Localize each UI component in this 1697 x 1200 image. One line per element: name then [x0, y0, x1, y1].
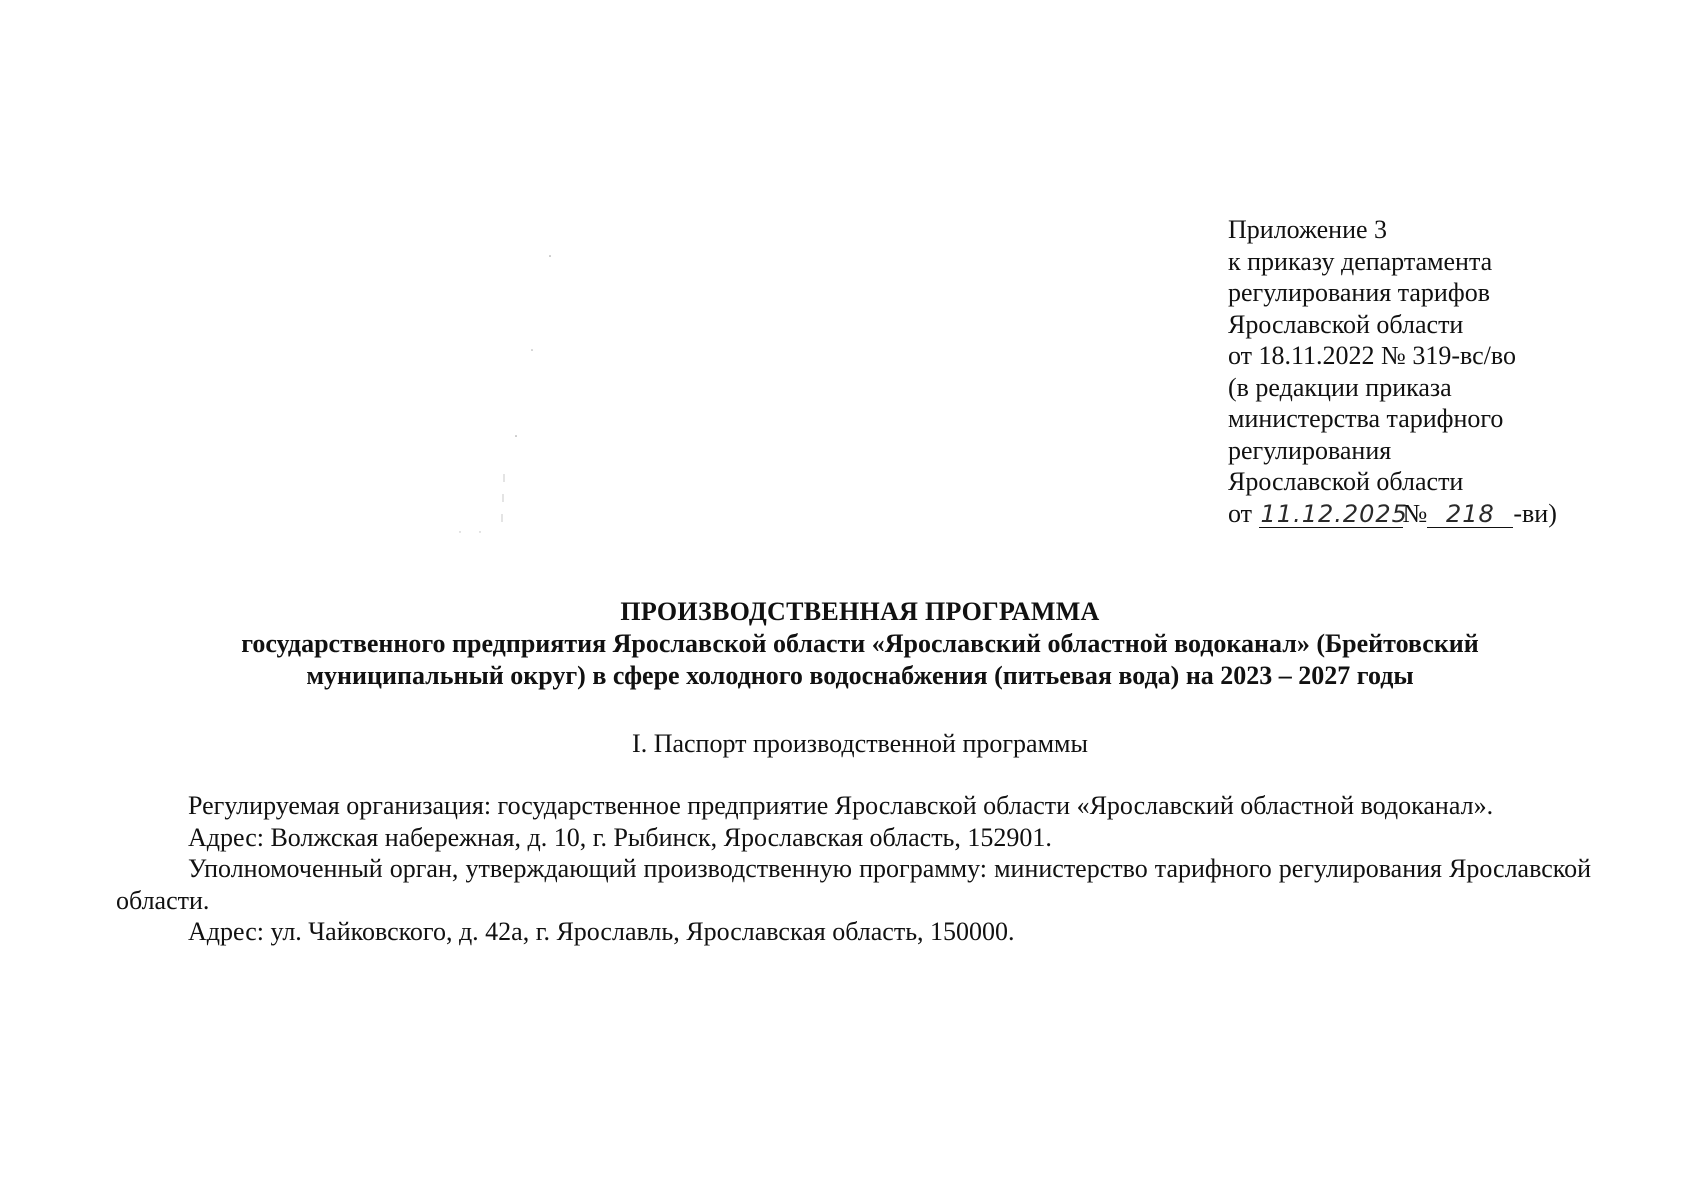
number-suffix: -ви)	[1513, 498, 1557, 528]
passport-body	[116, 790, 1591, 948]
appendix-line: министерства тарифного	[1228, 404, 1504, 433]
scan-artifact	[440, 250, 560, 540]
date-prefix: от	[1228, 498, 1253, 528]
paragraph-authority-address: Адрес: ул. Чайковского, д. 42а, г. Ярославль, Ярославская область, 150000.	[188, 917, 1015, 946]
title-subtitle-line-2: муниципальный округ) в сфере холодного водоснабжения (питьевая вода) на 2023 – 2027 годы	[306, 661, 1414, 690]
appendix-line: от 18.11.2022 № 319-вс/во	[1228, 341, 1517, 370]
appendix-line: (в редакции приказа	[1228, 372, 1452, 402]
paragraph-org-address: Адрес: Волжская набережная, д. 10, г. Рыбинск, Ярославская область, 152901.	[188, 822, 1052, 852]
appendix-line: Ярославской области	[1228, 309, 1464, 339]
appendix-signature-line	[1228, 498, 1557, 530]
paragraph-authority: Уполномоченный орган, утверждающий производственную программу: министерство тарифного регулирования Ярославской области.	[116, 854, 1591, 915]
title-subtitle-line-1: государственного предприятия Ярославской области «Ярославский областной водоканал» (Брейтовский	[241, 629, 1479, 658]
appendix-line: Приложение 3	[1228, 215, 1388, 244]
paragraph-organization: Регулируемая организация: государственное предприятие Ярославской области «Ярославский областной водоканал».	[188, 791, 1494, 820]
handwritten-number: 218	[1427, 501, 1513, 528]
title-main: ПРОИЗВОДСТВЕННАЯ ПРОГРАММА	[620, 597, 1100, 626]
appendix-line: к приказу департамента	[1228, 246, 1493, 276]
section-heading: I. Паспорт производственной программы	[632, 729, 1088, 758]
document-title	[120, 596, 1600, 692]
appendix-line: регулирования	[1228, 435, 1392, 465]
handwritten-date: 11.12.2025	[1260, 499, 1408, 528]
appendix-line: Ярославской области	[1228, 467, 1464, 496]
appendix-line: регулирования тарифов	[1228, 278, 1490, 307]
number-sign: №	[1402, 498, 1428, 528]
appendix-block	[1228, 214, 1557, 529]
